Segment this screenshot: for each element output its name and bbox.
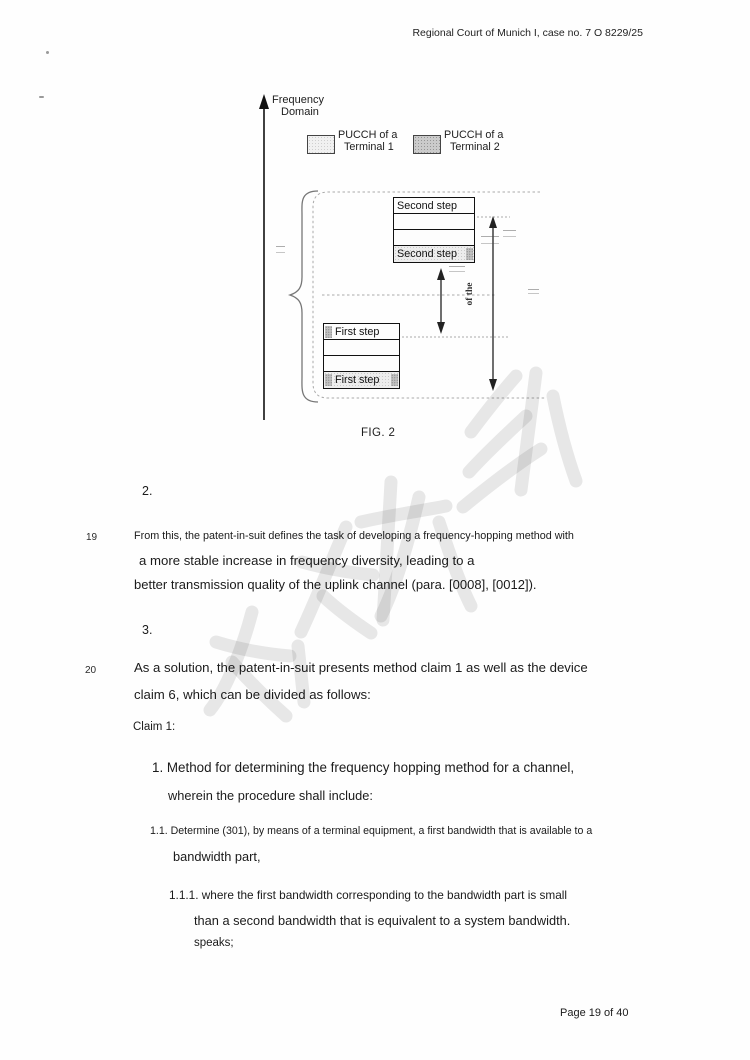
para19-line3: better transmission quality of the uplink channel (para. [0008], [0012]). [134, 577, 537, 592]
rotated-annotation: of the [465, 282, 475, 306]
empty-row [394, 230, 474, 246]
para20-line2: claim 6, which can be divided as follows: [134, 687, 371, 702]
header-case-reference: Regional Court of Munich I, case no. 7 O 8229/25 [412, 27, 643, 39]
pucch-terminal2-marker [391, 374, 398, 386]
tiny-annotation [449, 266, 465, 272]
claim1-1-1-line3: speaks; [194, 937, 234, 949]
pucch-terminal2-marker [466, 248, 473, 260]
legend-swatch-terminal1 [307, 135, 335, 154]
pucch-terminal2-marker [325, 374, 332, 386]
figure-caption: FIG. 2 [361, 427, 396, 439]
claim1-line2: wherein the procedure shall include: [168, 788, 373, 803]
second-step-row-bottom [394, 246, 474, 262]
margin-number-20: 20 [85, 665, 97, 676]
empty-row [394, 214, 474, 230]
first-step-row-top [324, 324, 399, 340]
scan-speck [46, 51, 49, 54]
legend-label-terminal2-line1: PUCCH of a [444, 129, 504, 141]
para19-line1: From this, the patent-in-suit defines the task of developing a frequency-hopping method with [134, 530, 574, 542]
figure-diagram-lines [240, 85, 570, 455]
claim1-1-line2: bandwidth part, [173, 849, 261, 864]
first-step-block [323, 323, 400, 389]
page-indicator: Page 19 of 40 [560, 1007, 629, 1019]
claim-heading: Claim 1: [133, 721, 176, 733]
first-step-label: First step [335, 326, 380, 338]
section-number-3: 3. [142, 623, 153, 637]
empty-row [324, 356, 399, 372]
tiny-annotation [276, 246, 285, 253]
second-step-block [393, 197, 475, 263]
section-number-2: 2. [142, 484, 153, 498]
tiny-annotation [528, 289, 539, 294]
legend-label-terminal1-line1: PUCCH of a [338, 129, 398, 141]
axis-label-frequency: Frequency [272, 94, 324, 106]
legend-label-terminal2-line2: Terminal 2 [450, 141, 500, 153]
second-step-label: Second step [397, 248, 458, 260]
claim1-1-1-line1: 1.1.1. where the first bandwidth corresponding to the bandwidth part is small [169, 888, 568, 902]
empty-row [324, 340, 399, 356]
scan-speck [39, 96, 44, 98]
tiny-annotation [503, 230, 516, 237]
claim1-1-1-line2: than a second bandwidth that is equivalent to a system bandwidth. [194, 913, 571, 928]
claim1-1-line1: 1.1. Determine (301), by means of a terminal equipment, a first bandwidth that is available to a [150, 825, 593, 837]
claim1-line1: 1. Method for determining the frequency hopping method for a channel, [152, 760, 575, 775]
legend-swatch-terminal2 [413, 135, 441, 154]
para19-line2: a more stable increase in frequency diversity, leading to a [139, 553, 475, 568]
axis-label-domain: Domain [281, 106, 319, 118]
margin-number-19: 19 [86, 532, 98, 543]
pucch-terminal2-marker [325, 326, 332, 338]
tiny-annotation [481, 236, 499, 244]
legend-label-terminal1-line2: Terminal 1 [344, 141, 394, 153]
second-step-row-top: Second step [394, 198, 474, 214]
para20-line1: As a solution, the patent-in-suit presents method claim 1 as well as the device [134, 660, 588, 675]
first-step-row-bottom [324, 372, 399, 388]
first-step-label: First step [335, 374, 380, 386]
